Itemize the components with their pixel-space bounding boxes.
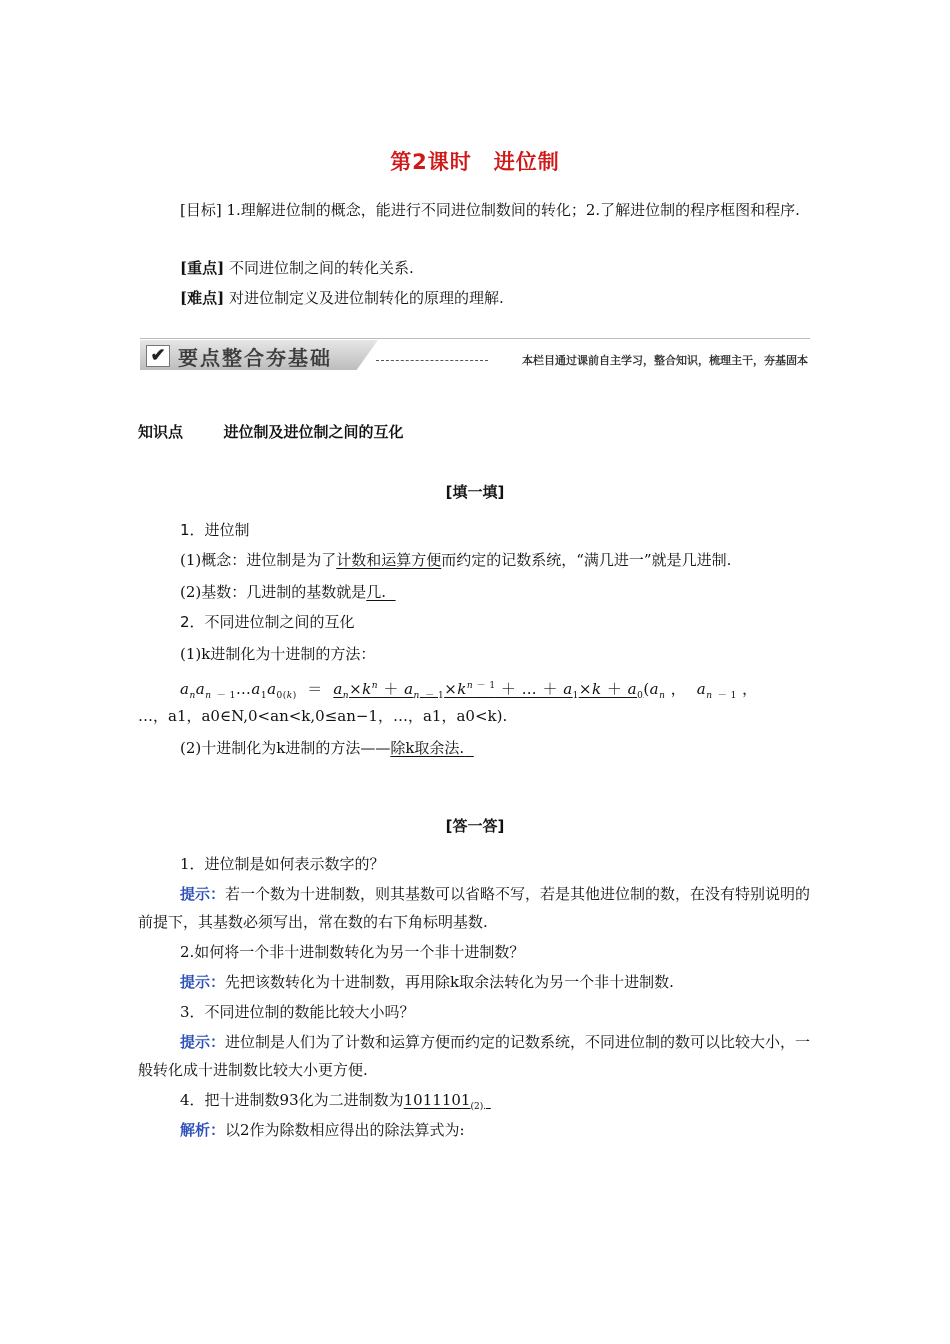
banner-label: 要点整合夯基础 xyxy=(178,346,332,370)
answer-3 xyxy=(138,1028,812,1084)
fill-heading: [填一填] xyxy=(445,483,505,501)
dec-to-k-line xyxy=(138,734,812,762)
hint-label: 提示： xyxy=(180,1033,226,1051)
section-1-title: 1．进位制 xyxy=(180,521,250,539)
concept-answer: 计数和运算方便 xyxy=(336,551,442,569)
answer-3-text: 进位制是人们为了计数和运算方便而约定的记数系统，不同进位制的数可以比较大小，一般转化成十进制数比较大小更方便. xyxy=(138,1033,811,1079)
base-answer: 几. xyxy=(366,583,387,601)
answer-1-text: 若一个数为十进制数，则其基数可以省略不写，若是其他进位制的数，在没有特别说明的前提下，其基数必须写出，常在数的右下角标明基数. xyxy=(138,885,811,931)
key-point-paragraph xyxy=(138,254,812,282)
base-prefix: (2)基数：几进制的基数就是 xyxy=(180,583,367,601)
concept-prefix: (1)概念：进位制是为了 xyxy=(180,551,337,569)
concept-line xyxy=(138,546,812,574)
answer-1 xyxy=(138,880,812,936)
question-4-answer: $1011101_{(2).}$ xyxy=(403,1091,487,1112)
objective-text: 1.理解进位制的概念，能进行不同进位制数间的转化；2.了解进位制的程序框图和程序. xyxy=(226,201,800,219)
analysis-text: 以2作为除数相应得出的除法算式为: xyxy=(225,1121,465,1139)
answer-heading: [答一答] xyxy=(445,817,505,835)
banner-dashed-line xyxy=(376,360,488,361)
question-3: 3．不同进位制的数能比较大小吗？ xyxy=(180,1003,415,1021)
key-point-text: 不同进位制之间的转化关系. xyxy=(228,259,414,277)
concept-suffix: 而约定的记数系统，“满几进一”就是几进制. xyxy=(441,551,732,569)
difficulty-paragraph xyxy=(138,284,812,312)
difficulty-text: 对进位制定义及进位制转化的原理的理解. xyxy=(228,289,504,307)
analysis-line xyxy=(138,1116,812,1144)
banner-note: 本栏目通过课前自主学习，整合知识，梳理主干，夯基固本 xyxy=(522,354,808,367)
dec-to-k-answer: 除k取余法. xyxy=(390,739,465,757)
question-1: 1．进位制是如何表示数字的？ xyxy=(180,855,385,873)
key-point-tag: [重点] xyxy=(180,259,225,277)
dec-to-k-prefix: (2)十进制化为k进制的方法—— xyxy=(180,739,391,757)
knowledge-heading xyxy=(138,418,812,446)
question-2: 2.如何将一个非十进制数转化为另一个非十进制数？ xyxy=(180,943,525,961)
analysis-label: 解析： xyxy=(180,1121,226,1139)
answer-2 xyxy=(138,968,812,996)
section-banner xyxy=(140,338,810,374)
knowledge-tag: 知识点 xyxy=(138,423,184,441)
question-4-text: 4．把十进制数93化为二进制数为 xyxy=(180,1091,404,1109)
formula-line-2: …，a1，a0∈N,0<an<k,0≤an−1，…，a1，a0<k). xyxy=(138,707,508,725)
hint-label: 提示： xyxy=(180,885,226,903)
objective-tag: [目标] xyxy=(180,201,222,219)
knowledge-title: 进位制及进位制之间的互化 xyxy=(223,423,404,441)
k-to-dec-title: (1)k进制化为十进制的方法： xyxy=(180,645,376,663)
page-title: 第2课时 进位制 xyxy=(390,150,560,174)
formula-line-1: $a_na_n$ $_{- 1}\dots a_1a_{0(k)} = a_n\times k^n + a_n$ $_{- 1}\times k^n$ $^{- 1}$ ＋ … ＋ $a_1\times k + a_0(a_n$ ， $a_n$ $_{- 1}$ ， xyxy=(180,680,758,701)
section-2-title: 2．不同进位制之间的互化 xyxy=(180,613,355,631)
banner-rule xyxy=(140,338,810,339)
check-icon: ✔ xyxy=(146,345,170,367)
objective-paragraph xyxy=(138,196,812,224)
hint-label: 提示： xyxy=(180,973,226,991)
answer-2-text: 先把该数转化为十进制数，再用除k取余法转化为另一个非十进制数. xyxy=(225,973,674,991)
difficulty-tag: [难点] xyxy=(180,289,225,307)
base-line xyxy=(138,578,812,606)
